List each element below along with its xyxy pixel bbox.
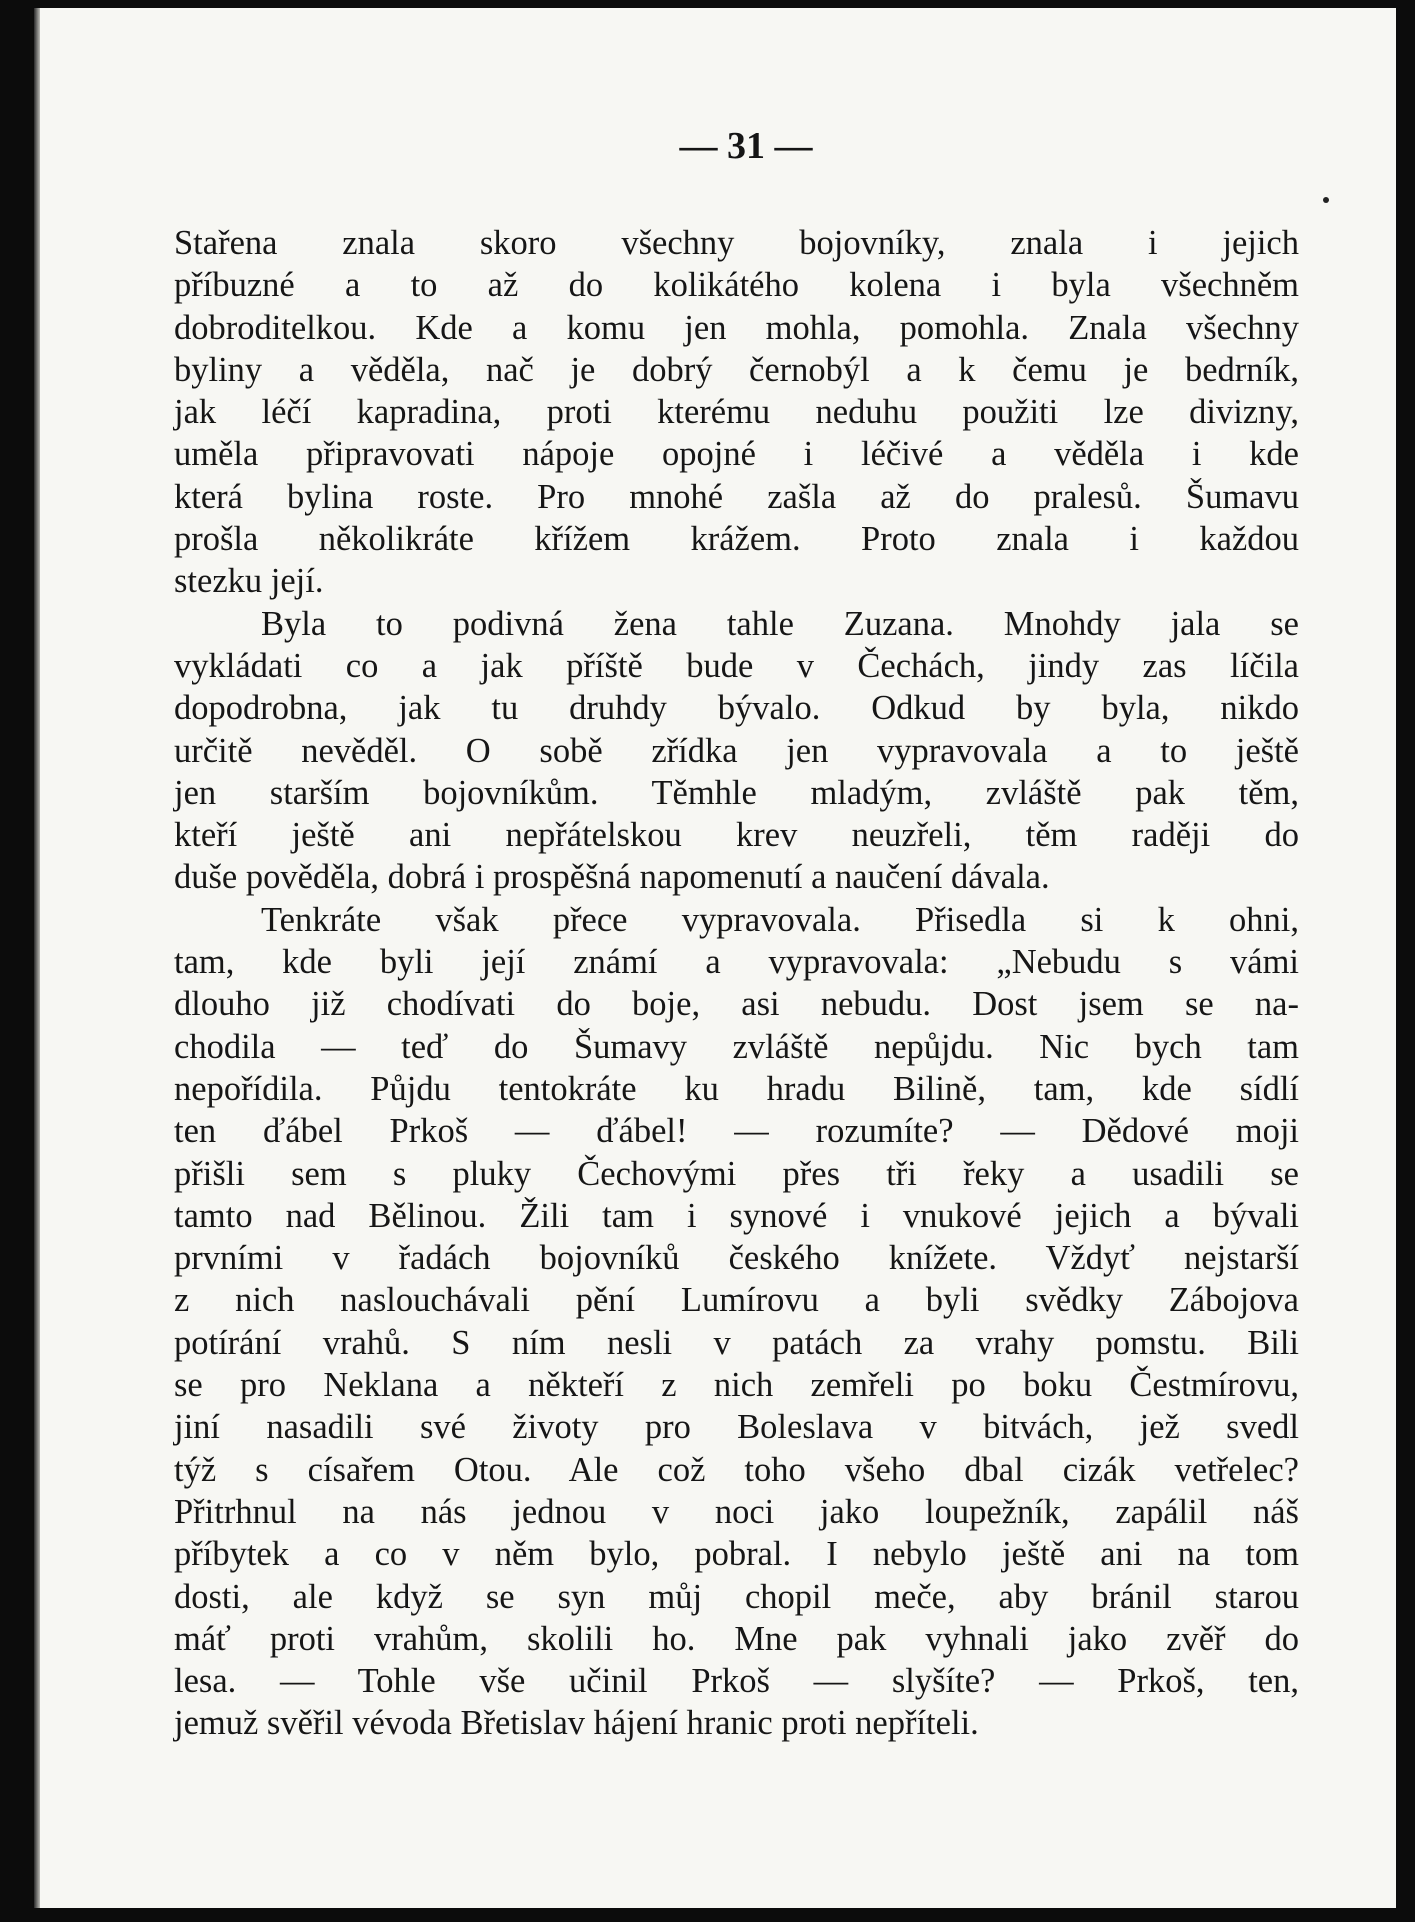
paragraph bbox=[174, 222, 1299, 603]
text-line: příbuzné a to až do kolikátého kolena i byla všechněm bbox=[174, 266, 1299, 305]
text-line: přišli sem s pluky Čechovými přes tři řeky a usadili se bbox=[174, 1154, 1299, 1193]
text-line: z nich naslouchávali pění Lumírovu a byli svědky Zábojova bbox=[174, 1281, 1299, 1320]
text-line: kteří ještě ani nepřátelskou krev neuzřeli, těm raději do bbox=[174, 816, 1299, 855]
text-line: jemuž svěřil vévoda Břetislav hájení hranic proti nepříteli. bbox=[174, 1704, 979, 1743]
text-line: potírání vrahů. S ním nesli v patách za vrahy pomstu. Bili bbox=[174, 1323, 1299, 1362]
text-line: dlouho již chodívati do boje, asi nebudu. Dost jsem se na- bbox=[174, 985, 1299, 1024]
text-line: dopodrobna, jak tu druhdy bývalo. Odkud by byla, nikdo bbox=[174, 689, 1299, 728]
text-line: chodila — teď do Šumavy zvláště nepůjdu. Nic bych tam bbox=[174, 1027, 1299, 1066]
text-line: dosti, ale když se syn můj chopil meče, aby bránil starou bbox=[174, 1577, 1299, 1616]
page-number: — 31 — bbox=[679, 125, 813, 167]
text-line: Přitrhnul na nás jednou v noci jako loupežník, zapálil náš bbox=[174, 1492, 1299, 1531]
text-line: dobroditelkou. Kde a komu jen mohla, pomohla. Znala všechny bbox=[174, 308, 1299, 347]
text-line: vykládati co a jak příště bude v Čechách, jindy zas líčila bbox=[174, 646, 1299, 685]
text-line: příbytek a co v něm bylo, pobral. I nebylo ještě ani na tom bbox=[174, 1535, 1299, 1574]
text-line: prošla několikráte křížem krážem. Proto znala i každou bbox=[174, 520, 1299, 559]
text-line: máť proti vrahům, skolili ho. Mne pak vyhnali jako zvěř do bbox=[174, 1619, 1299, 1658]
page-edge-shadow bbox=[34, 8, 40, 1908]
text-line: Stařena znala skoro všechny bojovníky, znala i jejich bbox=[174, 224, 1299, 262]
text-line: byliny a věděla, nač je dobrý černobýl a k čemu je bedrník, bbox=[174, 350, 1299, 389]
text-line: tam, kde byli její známí a vypravovala: „Nebudu s vámi bbox=[174, 943, 1299, 982]
text-line: stezku její. bbox=[174, 562, 324, 601]
text-line: duše pověděla, dobrá i prospěšná napomenutí a naučení dávala. bbox=[174, 858, 1050, 897]
paragraph bbox=[174, 603, 1299, 899]
text-line: se pro Neklana a někteří z nich zemřeli po boku Čestmírovu, bbox=[174, 1366, 1299, 1405]
text-line: nepořídila. Půjdu tentokráte ku hradu Bilině, tam, kde sídlí bbox=[174, 1069, 1299, 1108]
text-line: prvními v řadách bojovníků českého knížete. Vždyť nejstarší bbox=[174, 1239, 1299, 1278]
text-line: ten ďábel Prkoš — ďábel! — rozumíte? — Dědové moji bbox=[174, 1112, 1299, 1151]
text-line: uměla připravovati nápoje opojné i léčivé a věděla i kde bbox=[174, 435, 1299, 474]
text-line: jiní nasadili své životy pro Boleslava v bitvách, jež svedl bbox=[174, 1408, 1299, 1447]
text-line: lesa. — Tohle vše učinil Prkoš — slyšíte? — Prkoš, ten, bbox=[174, 1662, 1299, 1701]
text-line: Byla to podivná žena tahle Zuzana. Mnohdy jala se bbox=[261, 604, 1299, 643]
text-line: určitě nevěděl. O sobě zřídka jen vypravovala a to ještě bbox=[174, 731, 1299, 770]
print-speck bbox=[1323, 197, 1329, 203]
text-line: týž s císařem Otou. Ale což toho všeho dbal cizák vetřelec? bbox=[174, 1450, 1299, 1489]
text-line: jak léčí kapradina, proti kterému neduhu použiti lze divizny, bbox=[174, 393, 1299, 432]
text-line: jen starším bojovníkům. Těmhle mladým, zvláště pak těm, bbox=[174, 773, 1299, 812]
text-line: Tenkráte však přece vypravovala. Přisedla si k ohni, bbox=[261, 900, 1299, 939]
text-line: tamto nad Bělinou. Žili tam i synové i vnukové jejich a bývali bbox=[174, 1196, 1299, 1235]
book-page bbox=[34, 8, 1396, 1908]
text-line: která bylina roste. Pro mnohé zašla až do pralesů. Šumavu bbox=[174, 477, 1299, 516]
body-text bbox=[174, 222, 1299, 1745]
paragraph bbox=[174, 899, 1299, 1745]
